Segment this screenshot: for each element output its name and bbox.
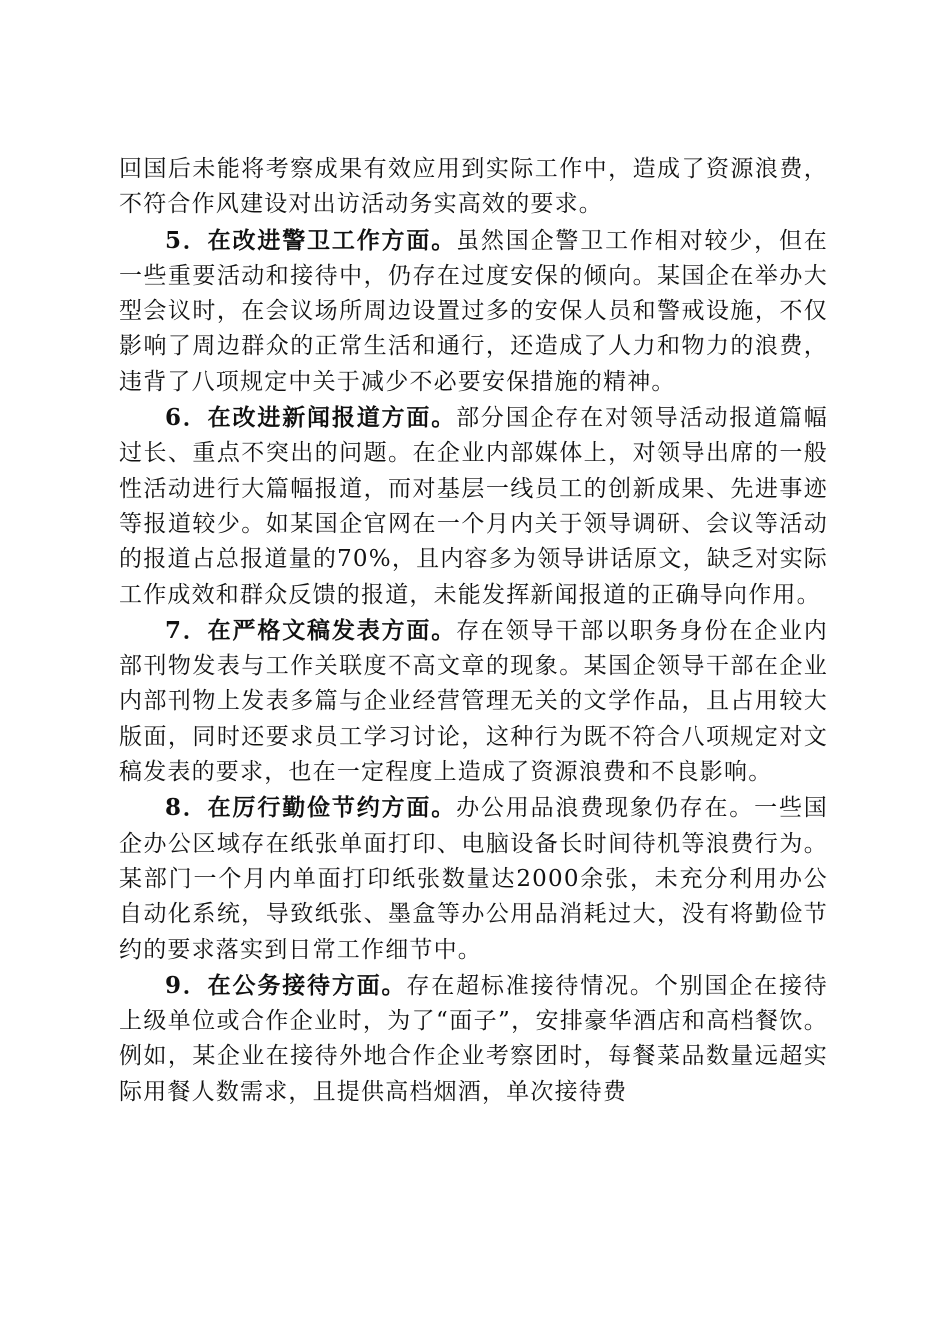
section-5-body: 虽然国企警卫工作相对较少，但在一些重要活动和接待中，仍存在过度安保的倾向。某国企在举办大型会议时，在会议场所周边设置过多的安保人员和警戒设施，不仅影响了周边群众的正常生活和通行，还造成了人力和物力的浪费，违背了八项规定中关于减少不必要安保措施的精神。: [119, 227, 828, 395]
section-7-heading: 7．在严格文稿发表方面。: [165, 616, 457, 644]
section-6-paragraph: [119, 400, 828, 613]
section-6-heading: 6．在改进新闻报道方面。: [165, 404, 457, 432]
section-8-paragraph: [119, 790, 828, 967]
section-6-body: 部分国企存在对领导活动报道篇幅过长、重点不突出的问题。在企业内部媒体上，对领导出席的一般性活动进行大篇幅报道，而对基层一线员工的创新成果、先进事迹等报道较少。如某国企官网在一个月内关于领导调研、会议等活动的报道占总报道量的70%，且内容多为领导讲话原文，缺乏对实际工作成效和群众反馈的报道，未能发挥新闻报道的正确导向作用。: [119, 405, 828, 608]
section-9-heading: 9．在公务接待方面。: [165, 971, 407, 999]
section-8-body: 办公用品浪费现象仍存在。一些国企办公区域存在纸张单面打印、电脑设备长时间待机等浪费行为。某部门一个月内单面打印纸张数量达2000余张，未充分利用办公自动化系统，导致纸张、墨盒等办公用品消耗过大，没有将勤俭节约的要求落实到日常工作细节中。: [119, 795, 828, 963]
section-9-body: 存在超标准接待情况。个别国企在接待上级单位或合作企业时，为了“面子”，安排豪华酒店和高档餐饮。例如，某企业在接待外地合作企业考察团时，每餐菜品数量远超实际用餐人数需求，且提供高档烟酒，单次接待费: [119, 972, 828, 1105]
section-5-heading: 5．在改进警卫工作方面。: [165, 226, 457, 254]
section-8-heading: 8．在厉行勤俭节约方面。: [165, 794, 457, 822]
section-7-paragraph: [119, 613, 828, 790]
document-page: [119, 152, 828, 1110]
section-7-body: 存在领导干部以职务身份在企业内部刊物发表与工作关联度不高文章的现象。某国企领导干部在企业内部刊物上发表多篇与企业经营管理无关的文学作品，且占用较大版面，同时还要求员工学习讨论，这种行为既不符合八项规定对文稿发表的要求，也在一定程度上造成了资源浪费和不良影响。: [119, 617, 828, 786]
section-9-paragraph: [119, 968, 828, 1110]
section-5-paragraph: [119, 223, 828, 400]
continuation-paragraph: 回国后未能将考察成果有效应用到实际工作中，造成了资源浪费，不符合作风建设对出访活动务实高效的要求。: [119, 156, 828, 218]
